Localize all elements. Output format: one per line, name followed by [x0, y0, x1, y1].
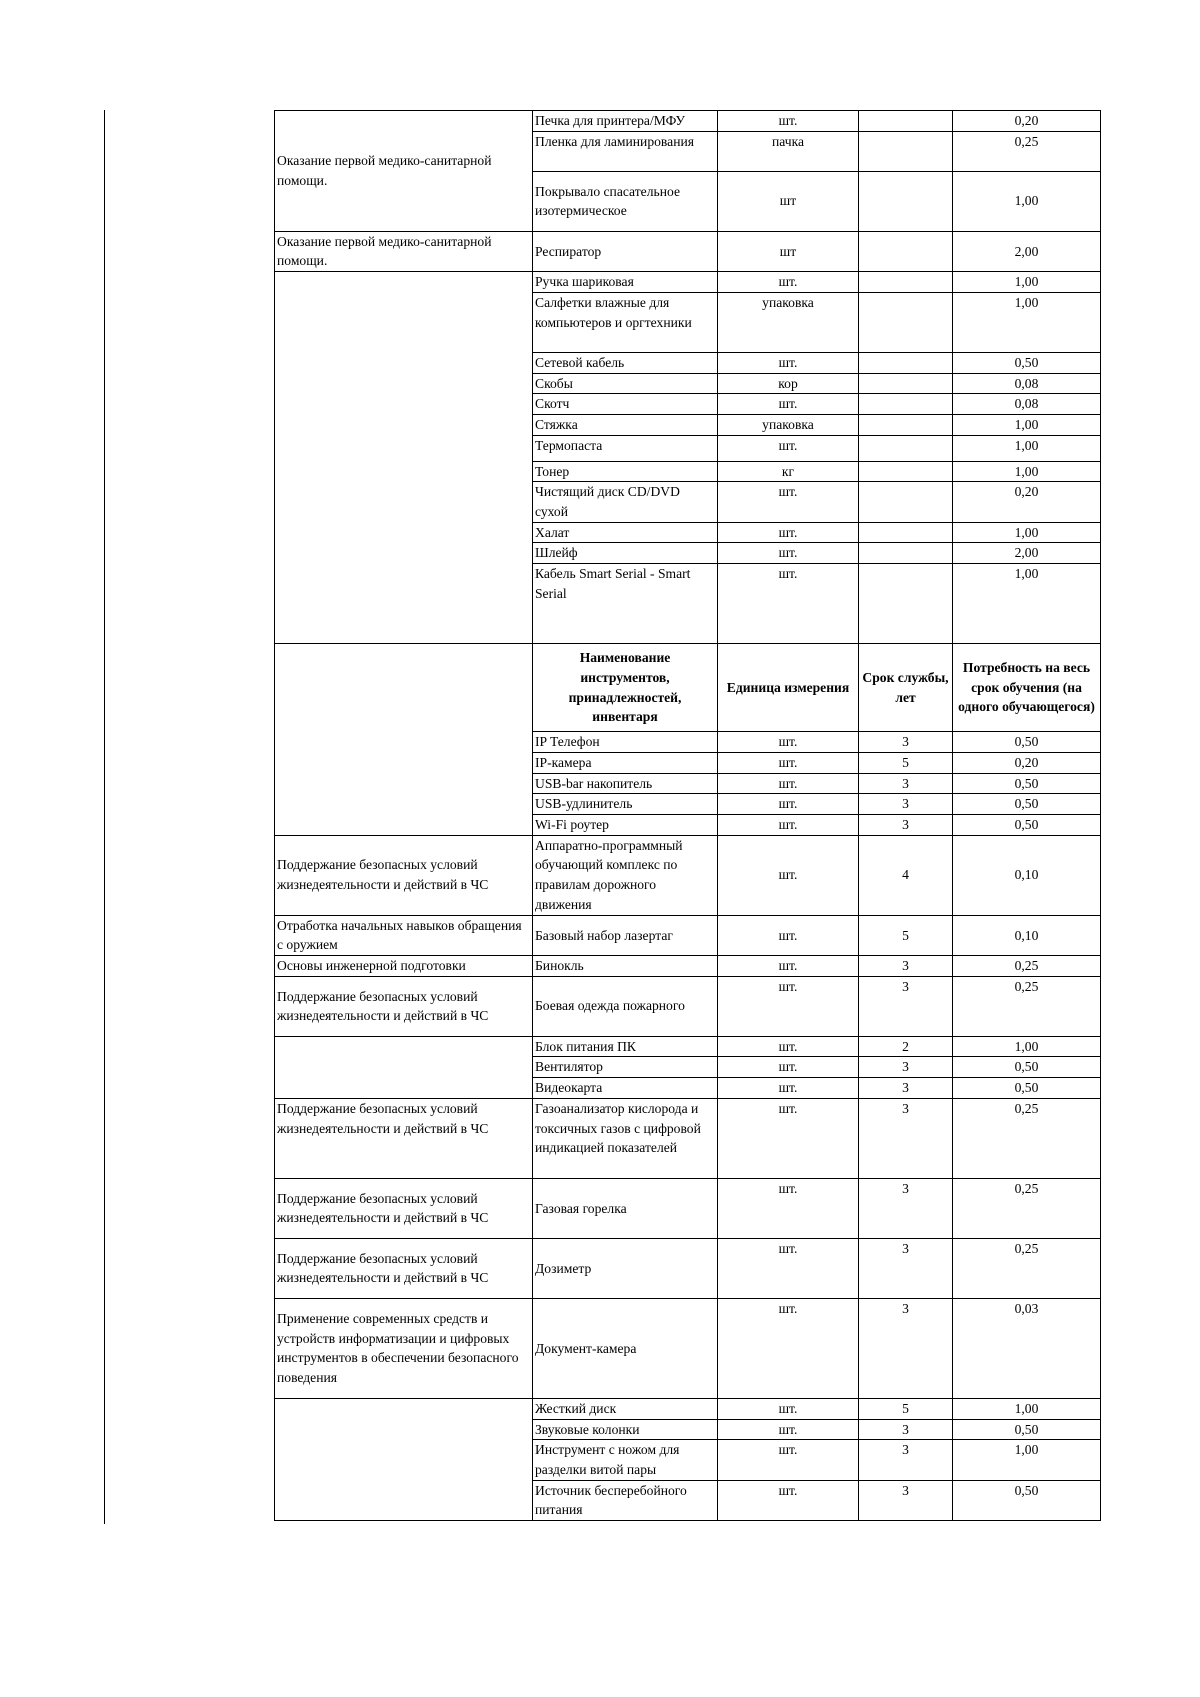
- item-name-cell: Блок питания ПК: [533, 1036, 718, 1057]
- unit-cell: шт.: [718, 1036, 859, 1057]
- section-cell: Основы инженерной подготовки: [275, 956, 533, 977]
- item-name-cell: Ручка шариковая: [533, 272, 718, 293]
- unit-cell: шт.: [718, 1178, 859, 1238]
- need-cell: 0,50: [953, 773, 1101, 794]
- need-cell: 0,25: [953, 1238, 1101, 1298]
- item-name-cell: Скобы: [533, 373, 718, 394]
- unit-cell: шт.: [718, 522, 859, 543]
- unit-cell: шт.: [718, 976, 859, 1036]
- unit-cell: шт: [718, 171, 859, 231]
- service-life-cell: [859, 111, 953, 132]
- section-cell: Поддержание безопасных условий жизнедеятельности и действий в ЧС: [275, 1098, 533, 1178]
- need-cell: 0,25: [953, 1098, 1101, 1178]
- item-name-cell: Вентилятор: [533, 1057, 718, 1078]
- item-name-cell: Видеокарта: [533, 1078, 718, 1099]
- need-cell: 0,03: [953, 1298, 1101, 1398]
- need-cell: 0,20: [953, 482, 1101, 522]
- need-cell: 0,08: [953, 394, 1101, 415]
- need-cell: 1,00: [953, 435, 1101, 461]
- service-life-cell: 3: [859, 814, 953, 835]
- unit-cell: шт.: [718, 1440, 859, 1480]
- item-name-cell: Базовый набор лазертаг: [533, 915, 718, 955]
- header-life: Срок службы, лет: [859, 644, 953, 732]
- unit-cell: шт: [718, 231, 859, 271]
- unit-cell: шт.: [718, 1057, 859, 1078]
- section-cell: Оказание первой медико-санитарной помощи.: [275, 111, 533, 232]
- unit-cell: шт.: [718, 111, 859, 132]
- item-name-cell: Пленка для ламинирования: [533, 131, 718, 171]
- service-life-cell: 3: [859, 773, 953, 794]
- need-cell: 0,25: [953, 1178, 1101, 1238]
- table-row: [275, 976, 1101, 1036]
- item-name-cell: Газовая горелка: [533, 1178, 718, 1238]
- header-unit: Единица измерения: [718, 644, 859, 732]
- unit-cell: шт.: [718, 543, 859, 564]
- need-cell: 0,50: [953, 732, 1101, 753]
- unit-cell: шт.: [718, 352, 859, 373]
- unit-cell: шт.: [718, 564, 859, 644]
- need-cell: 0,50: [953, 814, 1101, 835]
- section-cell: Поддержание безопасных условий жизнедеятельности и действий в ЧС: [275, 1238, 533, 1298]
- service-life-cell: [859, 435, 953, 461]
- item-name-cell: Стяжка: [533, 414, 718, 435]
- service-life-cell: 4: [859, 835, 953, 915]
- item-name-cell: Бинокль: [533, 956, 718, 977]
- section-cell: [275, 272, 533, 644]
- service-life-cell: 5: [859, 752, 953, 773]
- item-name-cell: USB-удлинитель: [533, 794, 718, 815]
- need-cell: 0,50: [953, 1480, 1101, 1520]
- unit-cell: шт.: [718, 1419, 859, 1440]
- service-life-cell: 3: [859, 956, 953, 977]
- item-name-cell: Газоанализатор кислорода и токсичных газов с цифровой индикацией показателей: [533, 1098, 718, 1178]
- item-name-cell: Печка для принтера/МФУ: [533, 111, 718, 132]
- section-cell: Оказание первой медико-санитарной помощи.: [275, 231, 533, 271]
- item-name-cell: Аппаратно-программный обучающий комплекс по правилам дорожного движения: [533, 835, 718, 915]
- unit-cell: шт.: [718, 482, 859, 522]
- table-row: [275, 1298, 1101, 1398]
- need-cell: 2,00: [953, 543, 1101, 564]
- item-name-cell: Дозиметр: [533, 1238, 718, 1298]
- item-name-cell: Звуковые колонки: [533, 1419, 718, 1440]
- unit-cell: шт.: [718, 752, 859, 773]
- service-life-cell: [859, 461, 953, 482]
- unit-cell: шт.: [718, 1238, 859, 1298]
- header-need: Потребность на весь срок обучения (на одного обучающегося): [953, 644, 1101, 732]
- service-life-cell: 3: [859, 1057, 953, 1078]
- need-cell: 2,00: [953, 231, 1101, 271]
- need-cell: 1,00: [953, 1036, 1101, 1057]
- unit-cell: шт.: [718, 956, 859, 977]
- need-cell: 0,50: [953, 352, 1101, 373]
- service-life-cell: [859, 564, 953, 644]
- item-name-cell: Wi-Fi роутер: [533, 814, 718, 835]
- item-name-cell: IP Телефон: [533, 732, 718, 753]
- need-cell: 0,25: [953, 956, 1101, 977]
- left-margin-line: [104, 110, 105, 1524]
- header-name: Наименование инструментов, принадлежностей, инвентаря: [533, 644, 718, 732]
- need-cell: 0,20: [953, 111, 1101, 132]
- unit-cell: шт.: [718, 1098, 859, 1178]
- unit-cell: шт.: [718, 732, 859, 753]
- service-life-cell: 3: [859, 1178, 953, 1238]
- item-name-cell: Кабель Smart Serial - Smart Serial: [533, 564, 718, 644]
- need-cell: 1,00: [953, 292, 1101, 352]
- service-life-cell: 3: [859, 794, 953, 815]
- item-name-cell: Халат: [533, 522, 718, 543]
- unit-cell: шт.: [718, 435, 859, 461]
- table-row: [275, 915, 1101, 955]
- unit-cell: шт.: [718, 394, 859, 415]
- item-name-cell: IP-камера: [533, 752, 718, 773]
- section-cell: Применение современных средств и устройств информатизации и цифровых инструментов в обеспечении безопасного поведения: [275, 1298, 533, 1398]
- need-cell: 0,10: [953, 915, 1101, 955]
- service-life-cell: [859, 373, 953, 394]
- need-cell: 0,50: [953, 1419, 1101, 1440]
- section-cell: [275, 1036, 533, 1098]
- need-cell: 0,20: [953, 752, 1101, 773]
- service-life-cell: [859, 522, 953, 543]
- item-name-cell: Тонер: [533, 461, 718, 482]
- service-life-cell: 3: [859, 1238, 953, 1298]
- service-life-cell: [859, 482, 953, 522]
- service-life-cell: 3: [859, 1480, 953, 1520]
- table-row: [275, 956, 1101, 977]
- service-life-cell: 3: [859, 1078, 953, 1099]
- inventory-table: [274, 110, 1101, 1521]
- table-row: [275, 231, 1101, 271]
- service-life-cell: [859, 394, 953, 415]
- item-name-cell: Покрывало спасательное изотермическое: [533, 171, 718, 231]
- item-name-cell: Документ-камера: [533, 1298, 718, 1398]
- unit-cell: шт.: [718, 272, 859, 293]
- service-life-cell: 3: [859, 1098, 953, 1178]
- section-cell: Поддержание безопасных условий жизнедеятельности и действий в ЧС: [275, 976, 533, 1036]
- item-name-cell: Сетевой кабель: [533, 352, 718, 373]
- unit-cell: шт.: [718, 773, 859, 794]
- table-row: [275, 1098, 1101, 1178]
- item-name-cell: Инструмент с ножом для разделки витой пары: [533, 1440, 718, 1480]
- unit-cell: кор: [718, 373, 859, 394]
- section-cell: [275, 644, 533, 836]
- section-cell: [275, 1398, 533, 1520]
- item-name-cell: USB-bar накопитель: [533, 773, 718, 794]
- item-name-cell: Скотч: [533, 394, 718, 415]
- need-cell: 1,00: [953, 171, 1101, 231]
- item-name-cell: Салфетки влажные для компьютеров и оргтехники: [533, 292, 718, 352]
- need-cell: 0,50: [953, 794, 1101, 815]
- service-life-cell: [859, 414, 953, 435]
- service-life-cell: [859, 231, 953, 271]
- need-cell: 0,25: [953, 131, 1101, 171]
- service-life-cell: [859, 292, 953, 352]
- table-header-row: [275, 644, 1101, 732]
- section-cell: Поддержание безопасных условий жизнедеятельности и действий в ЧС: [275, 1178, 533, 1238]
- item-name-cell: Источник бесперебойного питания: [533, 1480, 718, 1520]
- table-row: [275, 1036, 1101, 1057]
- unit-cell: упаковка: [718, 414, 859, 435]
- table-row: [275, 1238, 1101, 1298]
- unit-cell: шт.: [718, 794, 859, 815]
- unit-cell: кг: [718, 461, 859, 482]
- service-life-cell: [859, 352, 953, 373]
- need-cell: 0,50: [953, 1078, 1101, 1099]
- need-cell: 0,08: [953, 373, 1101, 394]
- item-name-cell: Боевая одежда пожарного: [533, 976, 718, 1036]
- table-row: [275, 272, 1101, 293]
- need-cell: 0,25: [953, 976, 1101, 1036]
- need-cell: 1,00: [953, 522, 1101, 543]
- unit-cell: шт.: [718, 1078, 859, 1099]
- item-name-cell: Респиратор: [533, 231, 718, 271]
- unit-cell: шт.: [718, 1298, 859, 1398]
- item-name-cell: Жесткий диск: [533, 1398, 718, 1419]
- service-life-cell: 3: [859, 732, 953, 753]
- item-name-cell: Термопаста: [533, 435, 718, 461]
- section-cell: Отработка начальных навыков обращения с оружием: [275, 915, 533, 955]
- need-cell: 1,00: [953, 564, 1101, 644]
- unit-cell: шт.: [718, 915, 859, 955]
- inventory-table-body: [275, 111, 1101, 1521]
- section-cell: Поддержание безопасных условий жизнедеятельности и действий в ЧС: [275, 835, 533, 915]
- unit-cell: шт.: [718, 814, 859, 835]
- unit-cell: шт.: [718, 1480, 859, 1520]
- need-cell: 1,00: [953, 461, 1101, 482]
- need-cell: 0,50: [953, 1057, 1101, 1078]
- unit-cell: шт.: [718, 835, 859, 915]
- service-life-cell: 3: [859, 1298, 953, 1398]
- need-cell: 0,10: [953, 835, 1101, 915]
- item-name-cell: Чистящий диск CD/DVD сухой: [533, 482, 718, 522]
- service-life-cell: [859, 272, 953, 293]
- service-life-cell: 3: [859, 1419, 953, 1440]
- need-cell: 1,00: [953, 272, 1101, 293]
- service-life-cell: 3: [859, 976, 953, 1036]
- item-name-cell: Шлейф: [533, 543, 718, 564]
- table-row: [275, 111, 1101, 132]
- service-life-cell: 5: [859, 915, 953, 955]
- need-cell: 1,00: [953, 414, 1101, 435]
- unit-cell: пачка: [718, 131, 859, 171]
- table-row: [275, 1178, 1101, 1238]
- table-row: [275, 835, 1101, 915]
- service-life-cell: 5: [859, 1398, 953, 1419]
- service-life-cell: [859, 171, 953, 231]
- need-cell: 1,00: [953, 1398, 1101, 1419]
- unit-cell: шт.: [718, 1398, 859, 1419]
- service-life-cell: 3: [859, 1440, 953, 1480]
- unit-cell: упаковка: [718, 292, 859, 352]
- service-life-cell: [859, 131, 953, 171]
- table-row: [275, 1398, 1101, 1419]
- service-life-cell: 2: [859, 1036, 953, 1057]
- service-life-cell: [859, 543, 953, 564]
- need-cell: 1,00: [953, 1440, 1101, 1480]
